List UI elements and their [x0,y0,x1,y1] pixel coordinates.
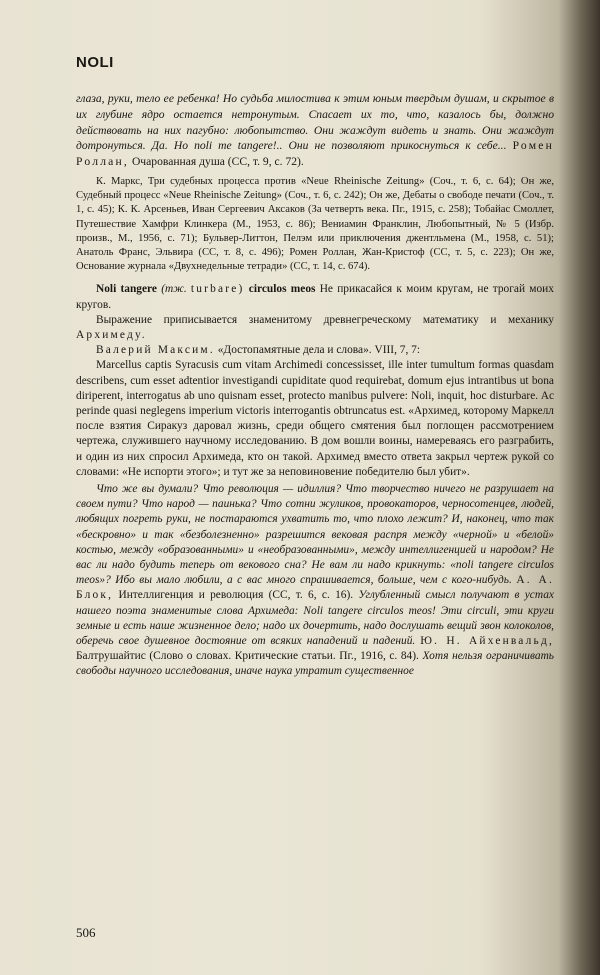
entry-abbr: (тж. [161,283,187,296]
page-number: 506 [76,925,96,940]
latin-translation: «Архимед, которому Маркелл после взятия Сиракуз даровал жизнь, среди общего смятения был поглощен рассмотрением чертежа, служившего научному исследованию. В дом вошли воины, намереваясь его разграбить, и один из них спросил Архимеда, кто он такой. Архимед вместо ответа закрыл чертеж рукой со словами: «Не испорти этого»; и тут же за неповиновение победителю был убит». [76,405,554,478]
quote-blok-source: Интеллигенция и революция (СС, т. 6, с. 16). [118,589,354,602]
quote-aikhenvald-author: Ю. Н. Айхенвальд, [420,635,554,648]
running-header: NOLI [76,54,114,71]
source-citation [76,343,554,358]
quote-aikhenvald-source: Балтрушайтис (Слово о словах. Критические статьи. Пг., 1916, с. 84). [76,650,419,663]
quote-aikhenvald-text: Углубленный смысл получают в устах нашего поэта знаменитые слова Архимеда: Noli tangere circulos meos! Эти circuli, эти круги земные и есть наше жизненное дело; надо их дочертить, надо дослушать вещий звон колоколов, оберечь свое душевное достояние от всяких нападений и падений. [76,589,554,648]
quote-rolland-author: Ромен Роллан, [76,139,554,169]
quote-rolland-text: глаза, руки, тело ее ребенка! Но судьба милостива к этим юным твердым душам, и скрытое в их глубине ядро остается нетронутым. Спасает их то, что, казалось бы, должно действовать на них пагубно: любопытство. Они жаждут видеть и знать. Они жаждут дотронуться. Да. Но noli me tangere!.. Они не позволяют прикоснуться к себе... [76,92,554,153]
quote-blok-text: Что же вы думали? Что революция — идиллия? Что творчество ничего не разрушает на своем пути? Что народ — паинька? Что сотни жуликов, провокаторов, черносотенцев, людей, любящих погреть руки, не постараются ухватить то, что плохо лежит? И, наконец, что так «бескровно» и так «безболезненно» разрешится вековая распря между «черной» и «белой» костью, между «образованными» и «необразованными», между интеллигенцией и народом? Не вас ли надо будить теперь от векового сна? Не вам ли надо крикнуть: «noli tangere circulos meos»? Ибо вы мало любили, а с вас много спрашивается, больше, чем с кого-нибудь. [76,483,554,587]
quote-rolland-source: Очарованная душа (СС, т. 9, с. 72). [131,155,304,169]
attribution-person: Архимеду. [76,329,147,342]
quote-blok-author: А. А. Блок, [76,574,554,602]
entry-alt: turbare) [190,283,245,296]
page-content [76,54,554,680]
entry-heading [76,282,554,312]
attribution [76,313,554,343]
quote-rolland [76,91,554,170]
entry-translation: Не прикасайся к моим кругам, не трогай моих кругов. [76,283,554,311]
latin-text: Marcellus captis Syracusis cum vitam Archimedi concessisset, ille inter tumultum formas quasdam describens, cum esset adtentior investigandi cupiditate quod requirebat, domum ejus intrantibus ut bona diriperent, interrogatus ab uno quisnam esset, protecto manibus pulvere: Noli, inquit, hoc disturbare. Ac perinde quasi neglegens imperium victoris interrogantis obtruncatus est. [76,359,554,418]
latin-quote [76,358,554,480]
entry-head2: circulos meos [248,283,316,296]
references-list: К. Маркс, Три судебных процесса против «Neue Rheinische Zeitung» (Соч., т. 6, с. 64); Он же, Судебный процесс «Neue Rheinische Zeitung» (Соч., т. 6, с. 242); Он же, Дебаты о свободе печати (Соч., т. 1, с. 45); К. К. Арсеньев, Иван Сергеевич Аксаков (За четверть века. Пг., 1915, с. 258); Тобайас Смоллет, Путешествие Хамфри Клинкера (М., 1953, с. 86); Вениамин Франклин, Любопытный, № 5 (Избр. произв., М., 1956, с. 71); Бульвер-Литтон, Пелэм или приключения джентльмена (М., 1958, с. 51); Анатоль Франс, Эльвира (СС, т. 8, с. 496); Ромен Роллан, Жан-Кристоф (СС, т. 5, с. 223); Он же, Основание журнала «Двухнедельные тетради» (СС, т. 14, с. 674). [76,175,554,273]
source-author: Валерий Максим. [96,344,215,357]
quote-blok [76,482,554,680]
entry-head: Noli tangere [96,283,157,296]
attribution-text: Выражение приписывается знаменитому древнегреческому математику и механику [96,313,554,326]
quote-continuation: Хотя нельзя ограничивать свободы научного исследования, иначе наука утратит существенное [76,650,554,678]
source-work: «Достопамятные дела и слова». VIII, 7, 7: [217,344,421,357]
